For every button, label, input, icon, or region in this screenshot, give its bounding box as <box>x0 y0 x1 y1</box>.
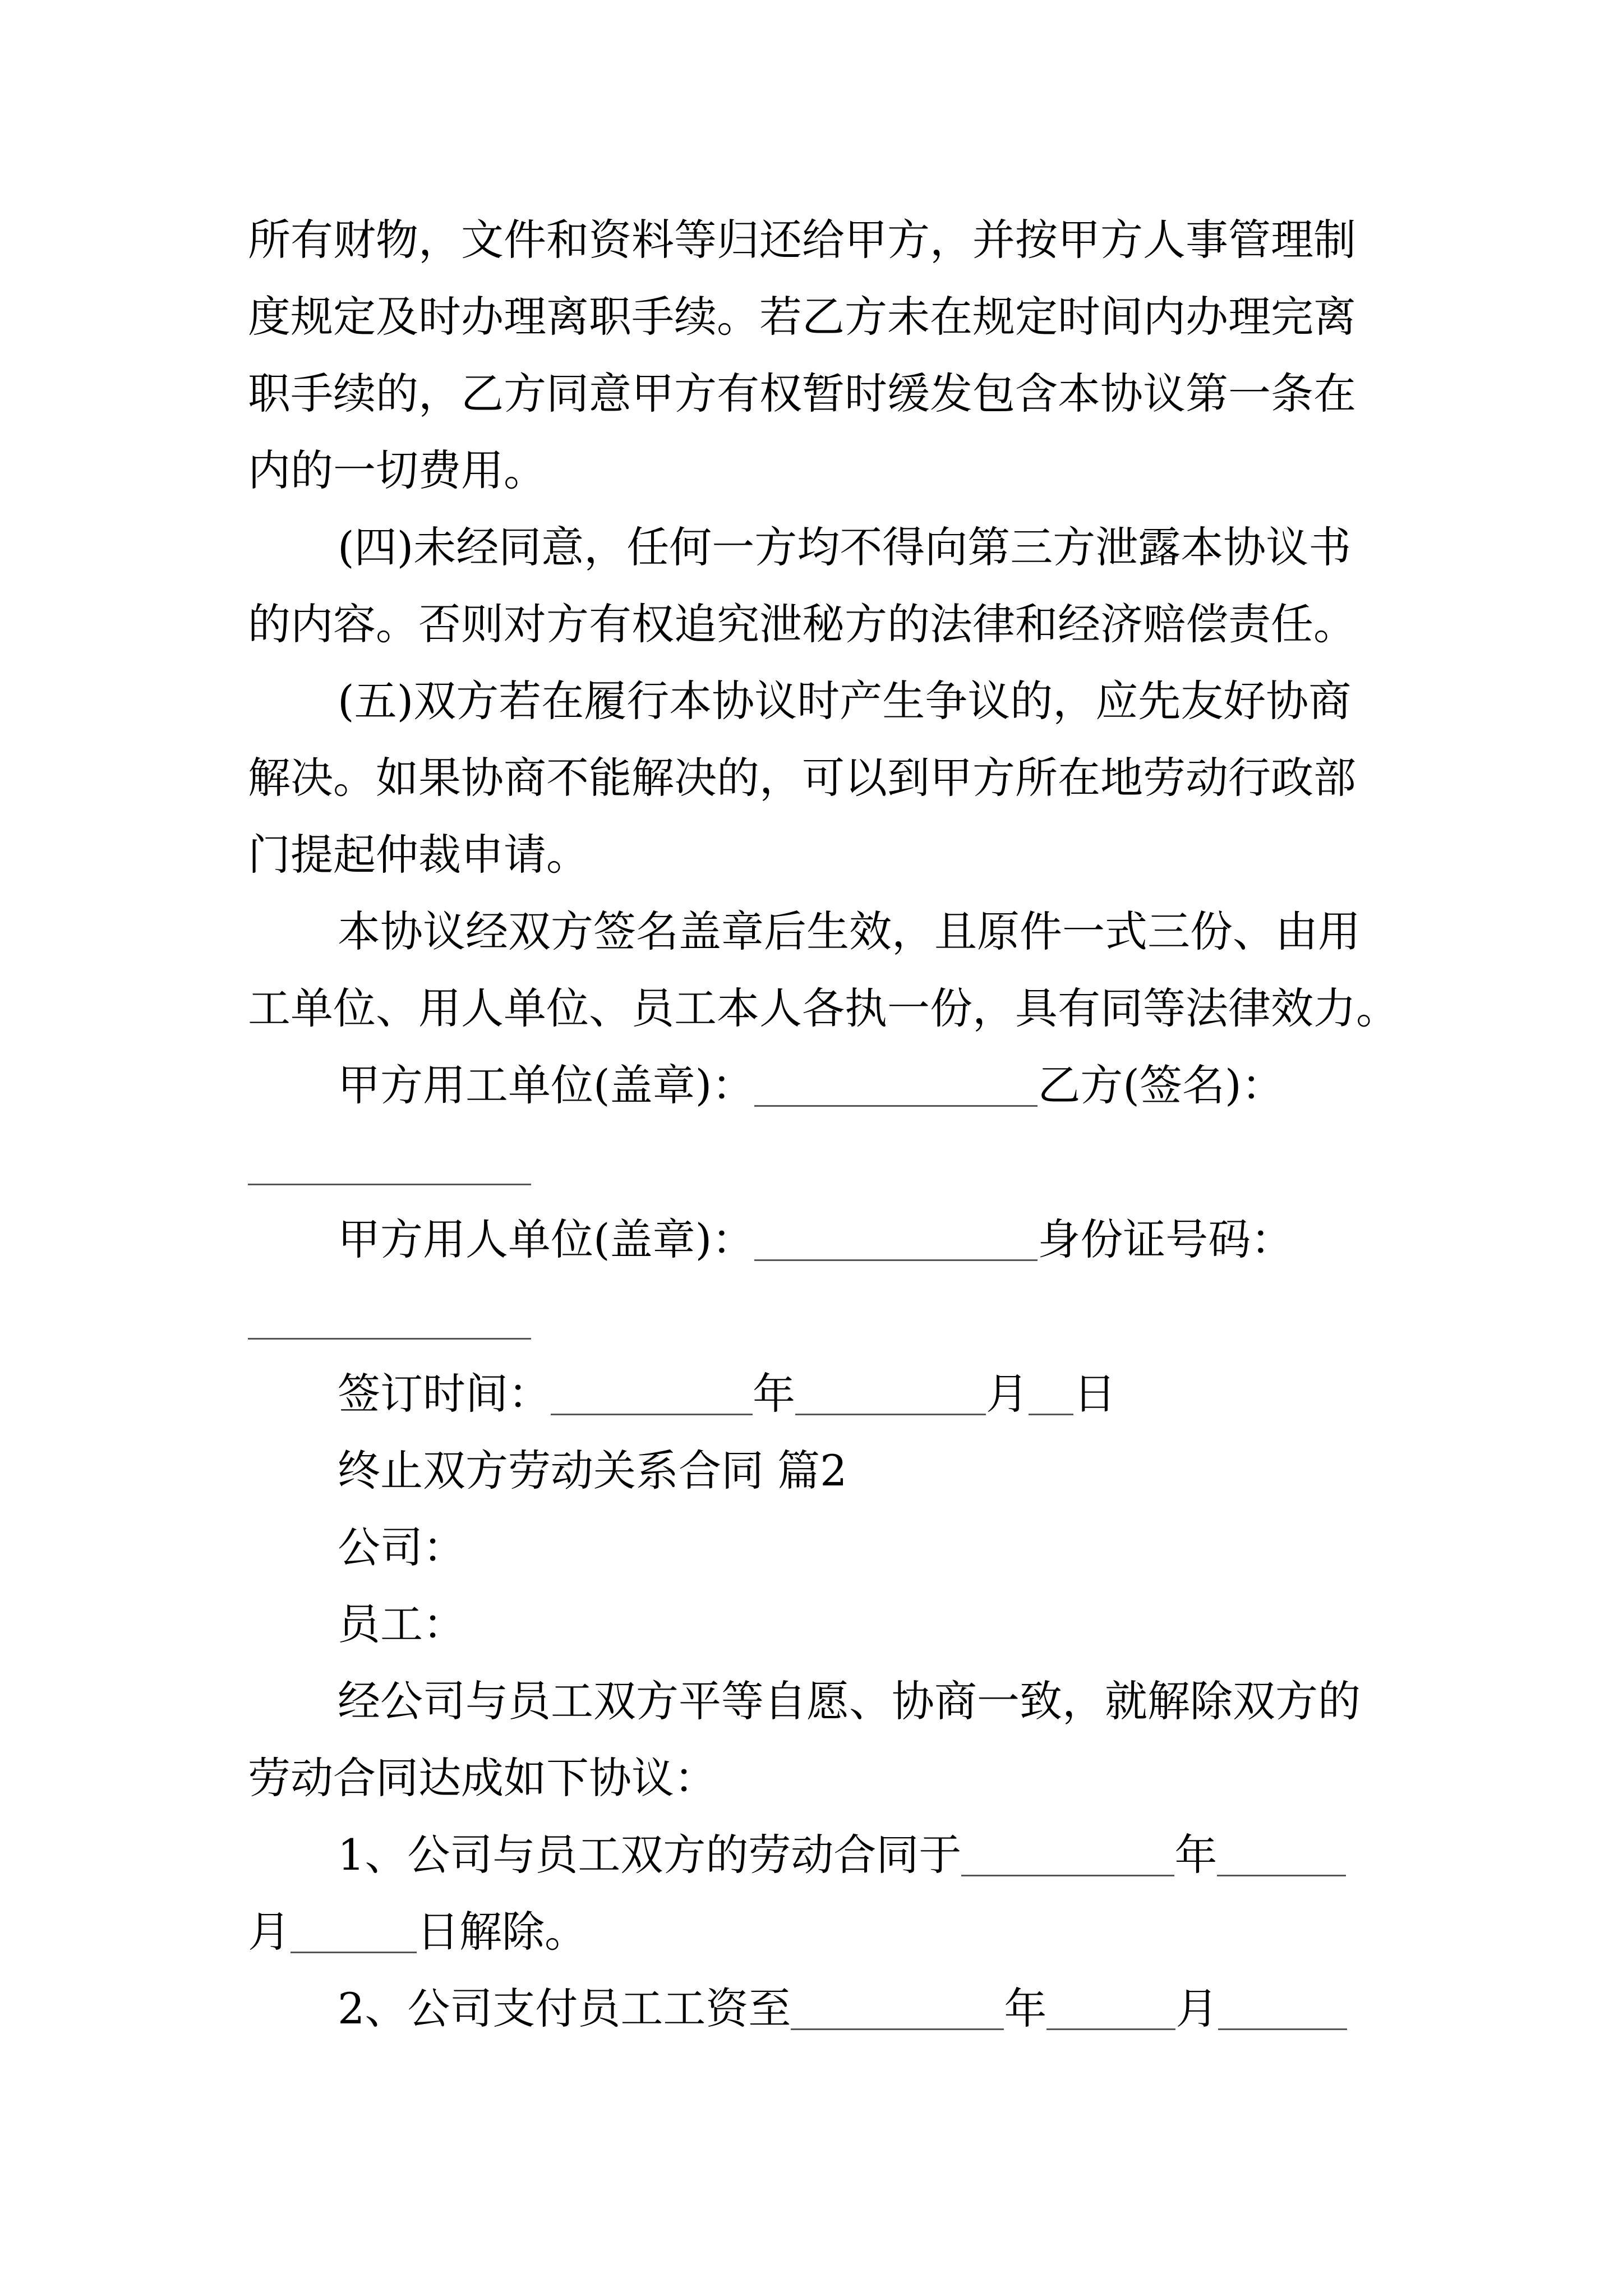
paragraph-line: 经公司与员工双方平等自愿、协商一致，就解除双方的 <box>338 1676 1361 1726</box>
paragraph-line: 劳动合同达成如下协议： <box>248 1753 717 1803</box>
clause-1-suffix: 日解除。 <box>417 1907 587 1957</box>
party-b-sign-label: 乙方(签名)： <box>1038 1060 1284 1110</box>
id-number-blank[interactable] <box>248 1338 531 1340</box>
clause-2-prefix: 2、公司支付员工工资至 <box>338 1984 791 2033</box>
section-title: 终止双方劳动关系合同 篇2 <box>338 1446 847 1496</box>
paragraph-line: 解决。如果协商不能解决的，可以到甲方所在地劳动行政部 <box>248 753 1356 803</box>
employing-unit-seal-blank[interactable] <box>754 1217 1038 1261</box>
paragraph-line: 内的一切费用。 <box>248 445 546 495</box>
clause-2-month-blank[interactable] <box>1046 1986 1175 2030</box>
sign-day-blank[interactable] <box>1029 1371 1073 1415</box>
clause-1-day-blank[interactable] <box>291 1909 417 1953</box>
clause-2-month-label: 月 <box>1175 1984 1219 2033</box>
sign-month-blank[interactable] <box>795 1371 986 1415</box>
signature-row-employer <box>338 1057 1284 1114</box>
year-label: 年 <box>753 1369 795 1419</box>
clause-1-year-label: 年 <box>1174 1830 1218 1880</box>
clause-1-line <box>338 1827 1346 1883</box>
employer-seal-blank[interactable] <box>754 1062 1038 1107</box>
paragraph-line: 所有财物，文件和资料等归还给甲方，并按甲方人事管理制 <box>248 215 1356 265</box>
paragraph-line: 门提起仲裁申请。 <box>248 830 589 880</box>
paragraph-line: (五)双方若在履行本协议时产生争议的，应先友好协商 <box>338 676 1352 726</box>
clause-1-year-blank[interactable] <box>961 1832 1174 1876</box>
month-label: 月 <box>986 1369 1029 1419</box>
clause-1-month-blank-a[interactable] <box>1217 1832 1346 1876</box>
day-label: 日 <box>1073 1369 1116 1419</box>
employee-label: 员工： <box>338 1599 465 1649</box>
sign-year-blank[interactable] <box>551 1371 753 1415</box>
employer-seal-label: 甲方用工单位(盖章)： <box>338 1060 755 1110</box>
employing-unit-seal-label: 甲方用人单位(盖章)： <box>338 1214 755 1264</box>
clause-2-day-blank[interactable] <box>1218 1986 1347 2030</box>
paragraph-line: 的内容。否则对方有权追究泄秘方的法律和经济赔偿责任。 <box>248 599 1356 649</box>
paragraph-line: 工单位、用人单位、员工本人各执一份，具有同等法律效力。 <box>248 983 1399 1033</box>
paragraph-line: 职手续的，乙方同意甲方有权暂时缓发包含本协议第一条在 <box>248 369 1356 418</box>
sign-time-row <box>338 1366 1116 1422</box>
clause-2-line <box>338 1981 1347 2037</box>
id-number-label: 身份证号码： <box>1038 1214 1294 1264</box>
paragraph-line: 本协议经双方签名盖章后生效，且原件一式三份、由用 <box>338 907 1361 956</box>
clause-1-prefix: 1、公司与员工双方的劳动合同于 <box>338 1830 962 1880</box>
clause-2-year-blank[interactable] <box>791 1986 1004 2030</box>
clause-2-year-label: 年 <box>1004 1984 1047 2033</box>
sign-time-label: 签订时间： <box>338 1369 551 1419</box>
company-label: 公司： <box>338 1522 465 1572</box>
clause-1-month-label: 月 <box>248 1907 291 1957</box>
party-b-sign-blank[interactable] <box>248 1184 531 1185</box>
paragraph-line: 度规定及时办理离职手续。若乙方未在规定时间内办理完离 <box>248 292 1356 342</box>
signature-row-employing-unit <box>338 1212 1293 1268</box>
paragraph-line: (四)未经同意，任何一方均不得向第三方泄露本协议书 <box>338 522 1352 572</box>
clause-1-line-2 <box>248 1904 587 1960</box>
